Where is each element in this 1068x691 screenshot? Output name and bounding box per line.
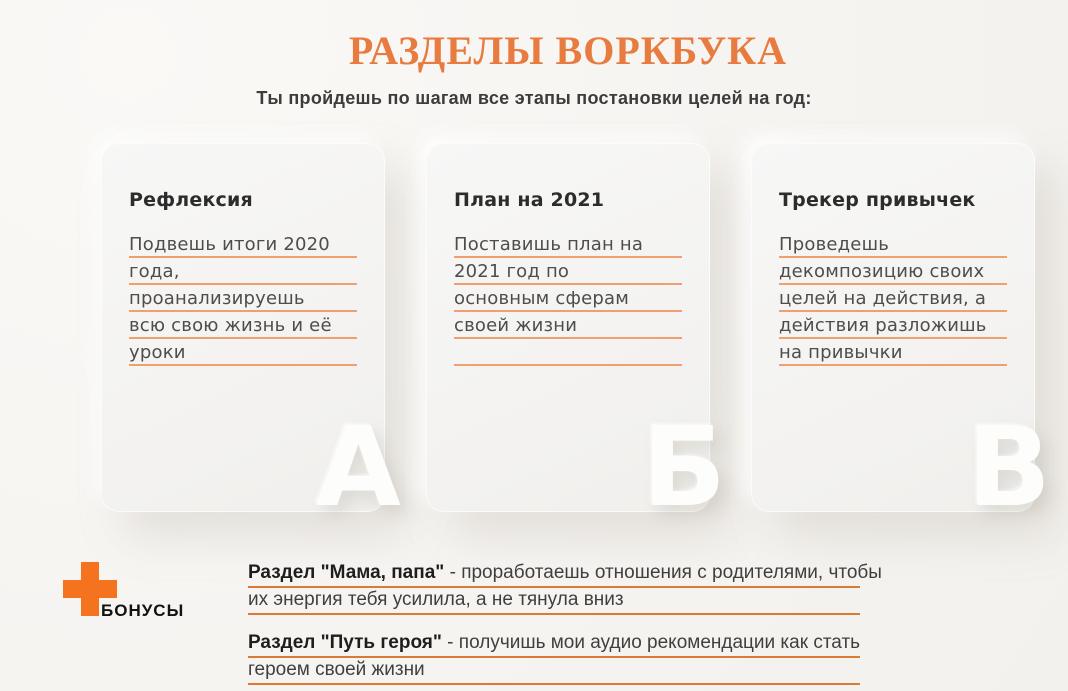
card-ruled-line: года, — [129, 258, 357, 285]
card-ruled-line: Поставишь план на — [454, 231, 682, 258]
bonus-line — [248, 631, 860, 658]
bonus-list — [248, 561, 882, 685]
page-title: РАЗДЕЛЫ ВОРКБУКА — [348, 28, 788, 73]
card-ruled-line: Подвешь итоги 2020 — [129, 231, 357, 258]
card-ruled-line: декомпозицию своих — [779, 258, 1007, 285]
card-ruled-line: 2021 год по — [454, 258, 682, 285]
watermark-letter-v: В — [967, 403, 1051, 531]
bonus-line — [248, 561, 882, 588]
card-habit-tracker — [751, 143, 1051, 531]
card-ruled-line: своей жизни — [454, 312, 682, 339]
card-ruled-line: на привычки — [779, 339, 1007, 366]
bonus-item-text: - получишь мои аудио рекомендации как стать — [441, 632, 861, 653]
card-ruled-line: целей на действия, а — [779, 285, 1007, 312]
card-title: Рефлексия — [129, 189, 253, 211]
bonus-line: их энергия тебя усилила, а не тянула вниз — [248, 588, 860, 615]
watermark-letter-a: А — [315, 403, 401, 531]
card-title: План на 2021 — [454, 189, 605, 211]
bonus-line: героем своей жизни — [248, 658, 860, 685]
bonus-item-hero-path — [248, 631, 860, 685]
bonus-item-text: - проработаешь отношения с родителями, чтобы — [444, 562, 882, 583]
bonus-item-title: Раздел "Мама, папа" — [248, 562, 445, 583]
card-ruled-line: уроки — [129, 339, 357, 366]
bonus-item-mama-papa — [248, 561, 882, 615]
watermark-letter-b: Б — [642, 403, 726, 531]
page-subtitle: Ты пройдешь по шагам все этапы постановки целей на год: — [256, 88, 812, 108]
card-plan-2021 — [426, 143, 726, 531]
card-ruled-line: всю свою жизнь и её — [129, 312, 357, 339]
card-ruled-line: проанализируешь — [129, 285, 357, 312]
card-title: Трекер привычек — [779, 189, 976, 211]
card-ruled-line: основным сферам — [454, 285, 682, 312]
bonus-label: БОНУСЫ — [101, 601, 185, 620]
cards-row — [101, 143, 1051, 531]
card-ruled-line: действия разложишь — [779, 312, 1007, 339]
card-reflection — [101, 143, 401, 531]
bonus-item-title: Раздел "Путь героя" — [248, 632, 442, 653]
card-ruled-line: Проведешь — [779, 231, 1007, 258]
card-ruled-line — [454, 339, 682, 366]
